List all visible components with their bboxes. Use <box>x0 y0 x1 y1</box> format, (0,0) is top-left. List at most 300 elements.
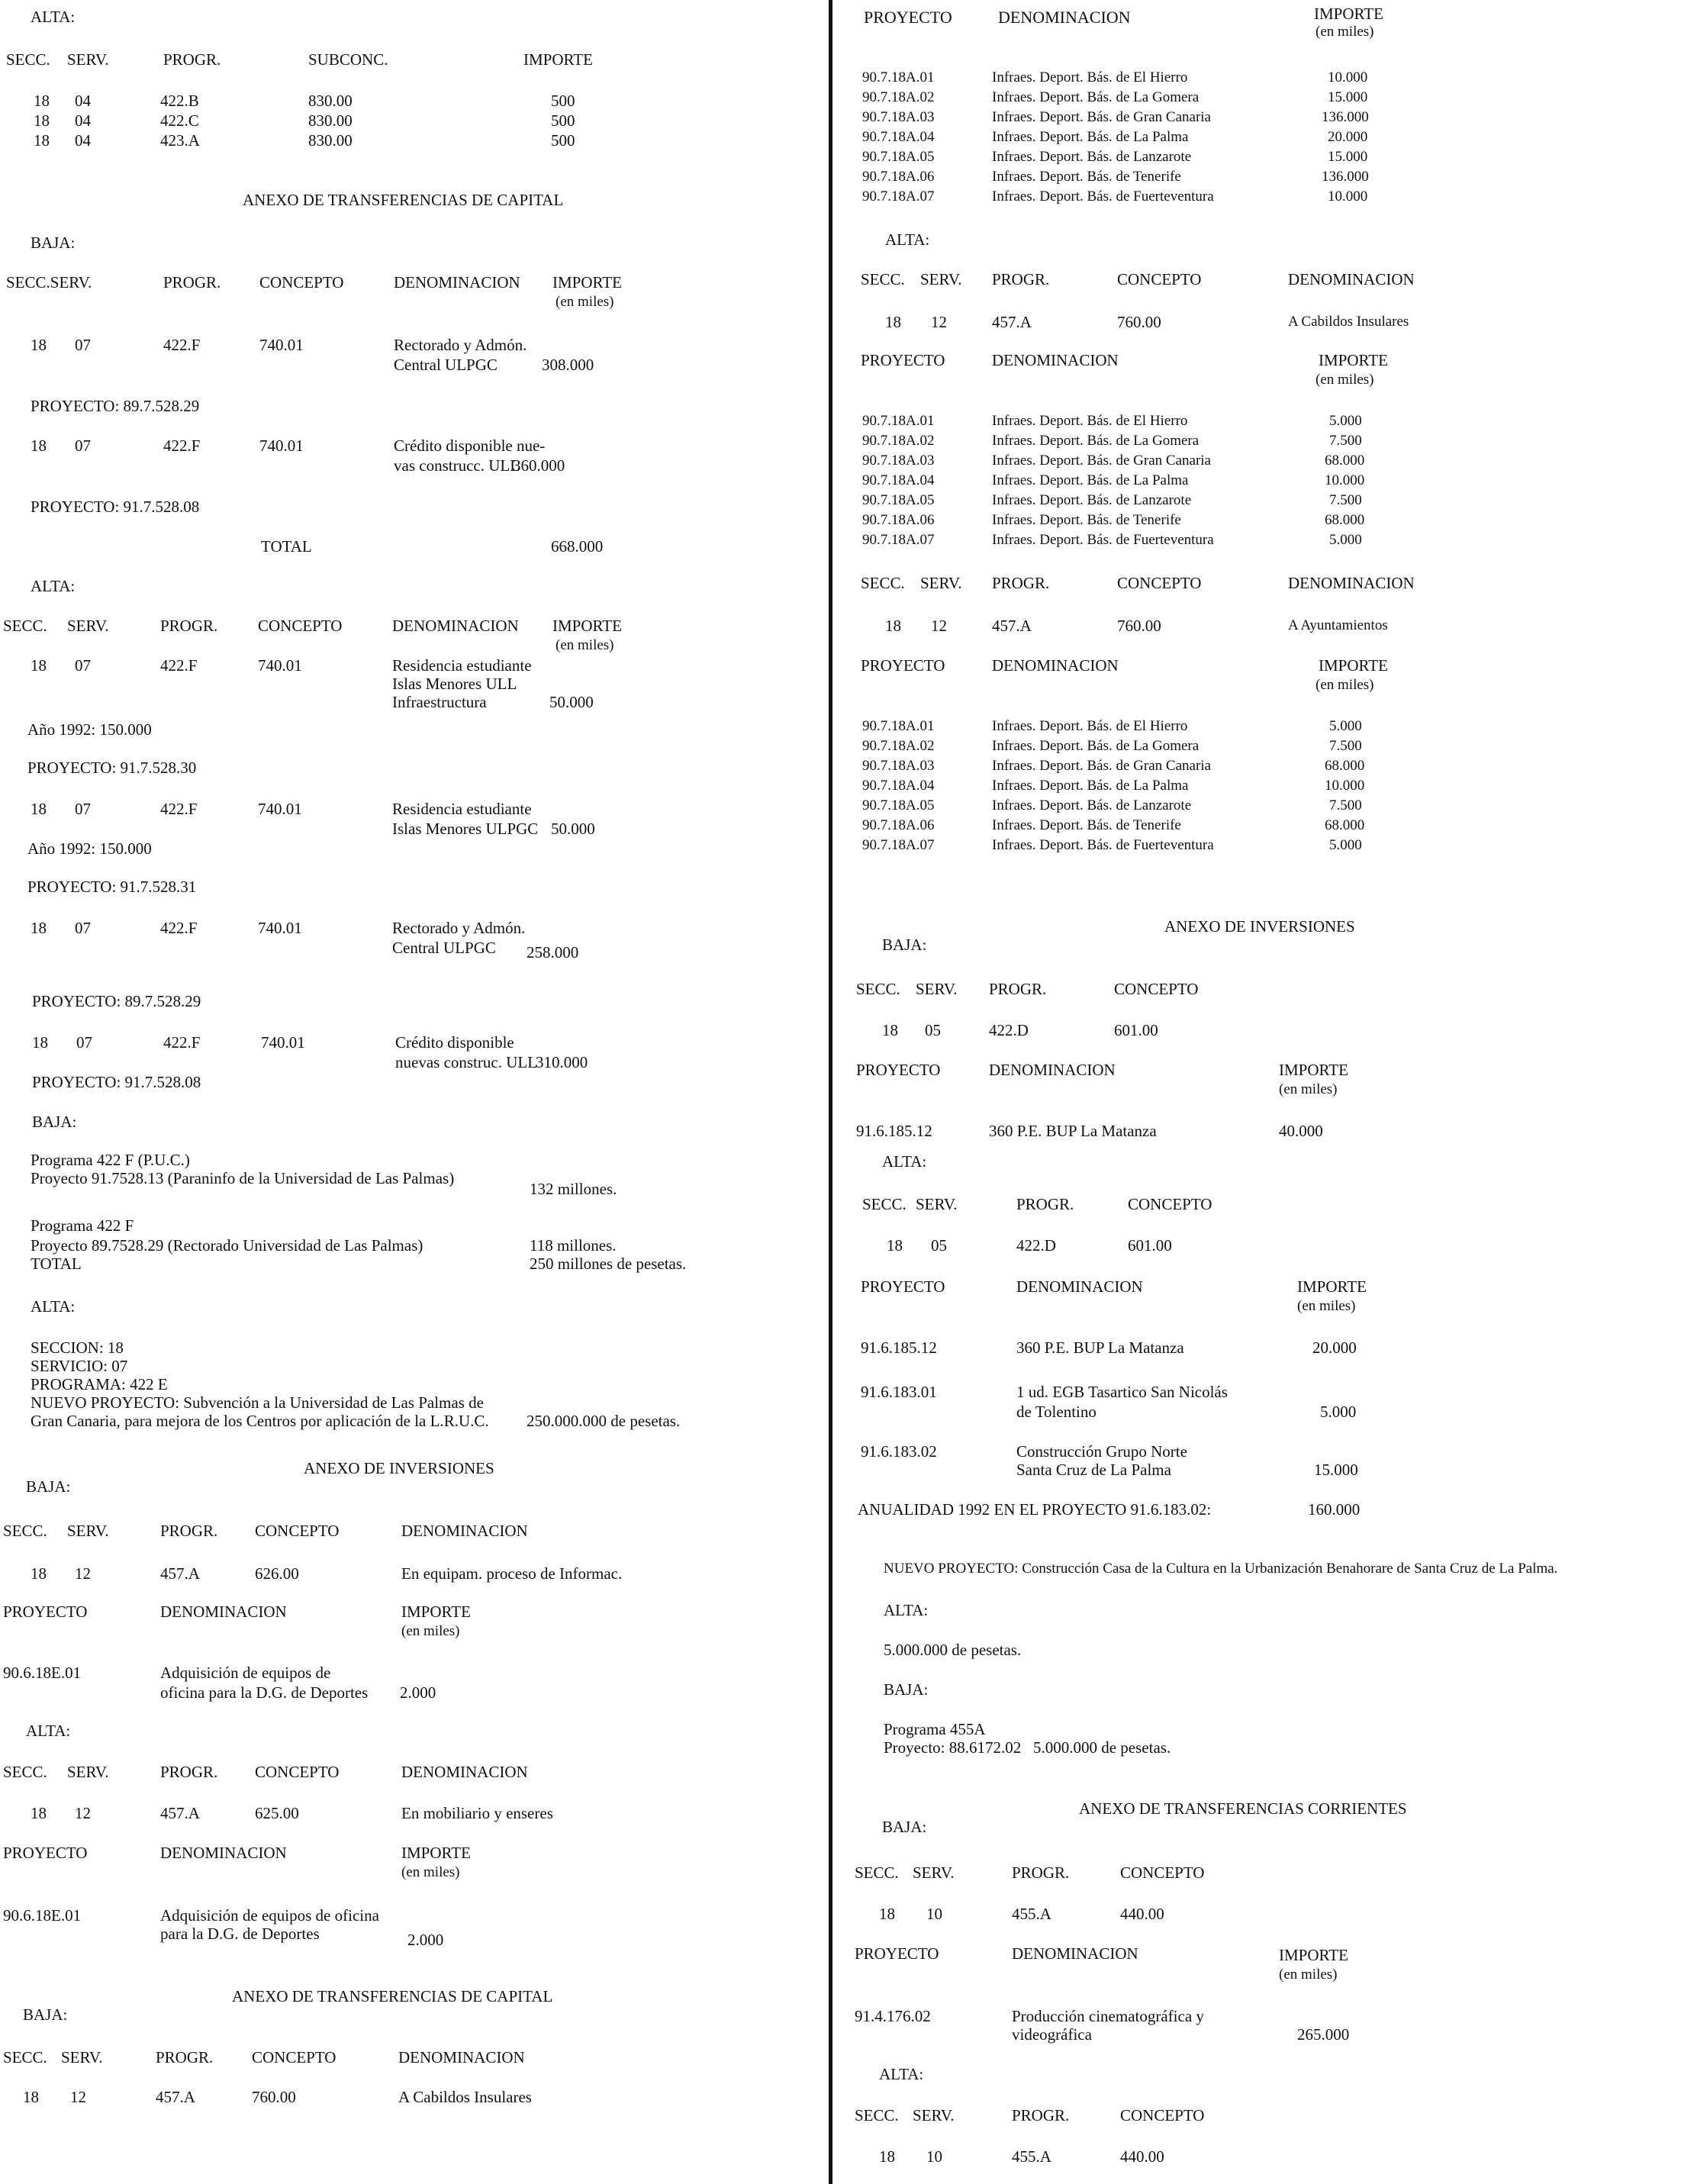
section-title: ANEXO DE TRANSFERENCIAS DE CAPITAL <box>243 191 564 209</box>
project-amount: 68.000 <box>1325 512 1365 528</box>
section-label: ALTA: <box>884 1601 929 1619</box>
col-header: IMPORTE <box>552 273 622 292</box>
cell: 07 <box>75 919 91 937</box>
cell: 740.01 <box>259 336 304 354</box>
cell: 830.00 <box>308 131 353 150</box>
col-header: SECC. <box>861 574 905 592</box>
col-header: CONCEPTO <box>1117 574 1202 592</box>
project-amount: 68.000 <box>1325 817 1365 833</box>
col-header: PROGR. <box>163 273 221 292</box>
cell: 07 <box>75 656 91 675</box>
cell: 18 <box>23 2088 39 2106</box>
cell: 18 <box>31 919 47 937</box>
cell: 07 <box>75 336 91 354</box>
col-header: SERV. <box>913 2106 955 2124</box>
col-header: CONCEPTO <box>1114 980 1199 998</box>
col-header: PROGR. <box>1016 1195 1074 1213</box>
cell: 04 <box>75 111 91 130</box>
project-code: 90.7.18A.06 <box>862 817 935 833</box>
text-line: Proyecto: 88.6172.02 5.000.000 de pesetas. <box>884 1738 1171 1757</box>
col-header: PROGR. <box>989 980 1047 998</box>
project-name: Infraes. Deport. Bás. de La Palma <box>992 778 1189 794</box>
cell: Central ULPGC <box>392 939 496 957</box>
text-line: 5.000.000 de pesetas. <box>884 1641 1022 1659</box>
cell: 440.00 <box>1120 2147 1164 2166</box>
project-line: PROYECTO: 91.7.528.08 <box>31 498 200 516</box>
project-code: 90.7.18A.04 <box>862 778 935 794</box>
col-header: PROYECTO <box>3 1844 88 1862</box>
cell: 360 P.E. BUP La Matanza <box>1016 1338 1184 1357</box>
cell: 5.000 <box>1320 1403 1357 1421</box>
project-name: Infraes. Deport. Bás. de Gran Canaria <box>992 758 1211 774</box>
project-name: Infraes. Deport. Bás. de Lanzarote <box>992 149 1192 165</box>
text-line: 250.000.000 de pesetas. <box>527 1412 681 1430</box>
project-code: 90.7.18A.07 <box>862 188 935 205</box>
cell: 91.6.185.12 <box>861 1338 937 1357</box>
project-amount: 136.000 <box>1322 109 1369 125</box>
cell: 500 <box>551 111 575 130</box>
cell: Producción cinematográfica y <box>1012 2007 1204 2025</box>
project-amount: 10.000 <box>1328 188 1368 205</box>
text-line: TOTAL <box>31 1255 82 1273</box>
col-header: SERV. <box>67 50 109 69</box>
cell: 90.6.18E.01 <box>3 1906 82 1925</box>
col-header: SERV. <box>916 1195 958 1213</box>
col-header: DENOMINACION <box>1016 1277 1143 1296</box>
cell: oficina para la D.G. de Deportes <box>160 1683 369 1702</box>
col-header: DENOMINACION <box>160 1603 287 1621</box>
cell: 18 <box>879 2147 895 2166</box>
col-header: SERV. <box>920 574 962 592</box>
cell: 422.F <box>160 800 198 818</box>
cell: 625.00 <box>255 1804 299 1822</box>
cell: 91.4.176.02 <box>855 2007 931 2025</box>
year-line: Año 1992: 150.000 <box>27 720 152 739</box>
project-amount: 10.000 <box>1325 472 1365 488</box>
col-header: PROYECTO <box>855 1944 939 1963</box>
cell: 601.00 <box>1128 1236 1172 1255</box>
project-code: 90.7.18A.02 <box>862 89 935 105</box>
col-header: PROYECTO <box>3 1603 88 1621</box>
col-header: DENOMINACION <box>394 273 520 292</box>
col-header: IMPORTE <box>1319 351 1388 369</box>
col-header: IMPORTE <box>552 617 622 635</box>
cell: 740.01 <box>258 656 302 675</box>
section-title: ANEXO DE TRANSFERENCIAS DE CAPITAL <box>232 1987 553 2005</box>
project-name: Infraes. Deport. Bás. de La Palma <box>992 472 1189 488</box>
cell: 18 <box>31 436 47 455</box>
cell: 12 <box>931 617 947 635</box>
project-name: Infraes. Deport. Bás. de Tenerife <box>992 169 1181 185</box>
cell: 760.00 <box>252 2088 296 2106</box>
col-header: IMPORTE <box>1297 1277 1367 1296</box>
cell: Santa Cruz de La Palma <box>1016 1461 1171 1479</box>
right-column <box>839 0 1679 2184</box>
cell: 07 <box>76 1033 92 1052</box>
cell: Rectorado y Admón. <box>394 336 527 354</box>
cell: 626.00 <box>255 1564 299 1583</box>
cell: 500 <box>551 131 575 150</box>
col-header: DENOMINACION <box>998 8 1131 27</box>
col-header: CONCEPTO <box>1120 1863 1205 1882</box>
cell: 760.00 <box>1117 617 1161 635</box>
col-header: SERV. <box>67 617 109 635</box>
project-amount: 7.500 <box>1329 433 1362 449</box>
project-amount: 15.000 <box>1328 89 1368 105</box>
project-name: Infraes. Deport. Bás. de Lanzarote <box>992 492 1192 508</box>
project-amount: 5.000 <box>1329 532 1362 548</box>
col-header: CONCEPTO <box>255 1522 340 1540</box>
cell: 40.000 <box>1279 1122 1323 1140</box>
col-header: PROGR. <box>992 574 1050 592</box>
section-title: ANEXO DE TRANSFERENCIAS CORRIENTES <box>1079 1799 1407 1818</box>
cell: 12 <box>75 1564 91 1583</box>
section-label: ALTA: <box>879 2065 924 2083</box>
cell: Islas Menores ULL <box>392 675 517 693</box>
cell: 1 ud. EGB Tasartico San Nicolás <box>1016 1383 1228 1401</box>
cell: 258.000 <box>527 943 579 962</box>
col-header: (en miles) <box>1279 1967 1338 1983</box>
col-header: IMPORTE <box>1319 656 1388 675</box>
section-label: ALTA: <box>26 1722 71 1740</box>
cell: 457.A <box>156 2088 195 2106</box>
cell: 830.00 <box>308 111 353 130</box>
text-line: 250 millones de pesetas. <box>530 1255 687 1273</box>
project-name: Infraes. Deport. Bás. de La Gomera <box>992 89 1200 105</box>
cell: 2.000 <box>407 1931 444 1949</box>
col-header: DENOMINACION <box>398 2048 525 2066</box>
project-code: 90.7.18A.01 <box>862 718 935 734</box>
text-line: Proyecto 91.7528.13 (Paraninfo de la Universidad de Las Palmas) <box>31 1169 455 1187</box>
col-header: CONCEPTO <box>1120 2106 1205 2124</box>
col-header: CONCEPTO <box>259 273 344 292</box>
cell: 91.6.183.01 <box>861 1383 937 1401</box>
text-line: Programa 422 F (P.U.C.) <box>31 1151 190 1169</box>
cell: de Tolentino <box>1016 1403 1097 1421</box>
col-header: (en miles) <box>1315 677 1374 693</box>
project-name: Infraes. Deport. Bás. de La Gomera <box>992 433 1200 449</box>
cell: 422.F <box>160 919 198 937</box>
col-header: PROYECTO <box>856 1061 941 1079</box>
col-header: IMPORTE <box>1314 5 1383 23</box>
cell: Islas Menores ULPGC <box>392 820 539 838</box>
project-name: Infraes. Deport. Bás. de Fuerteventura <box>992 837 1214 853</box>
col-header: CONCEPTO <box>1117 270 1202 288</box>
project-name: Infraes. Deport. Bás. de El Hierro <box>992 69 1188 85</box>
project-amount: 20.000 <box>1328 129 1368 145</box>
cell: 360 P.E. BUP La Matanza <box>989 1122 1157 1140</box>
cell: 18 <box>32 1033 48 1052</box>
section-title: ANEXO DE INVERSIONES <box>304 1459 494 1477</box>
col-header: SECC.SERV. <box>6 273 92 292</box>
col-header: DENOMINACION <box>1288 574 1415 592</box>
cell: Adquisición de equipos de <box>160 1664 331 1682</box>
project-amount: 136.000 <box>1322 169 1369 185</box>
col-header: PROGR. <box>160 617 218 635</box>
cell: 18 <box>31 1564 47 1583</box>
cell: 360.000 <box>513 456 565 475</box>
cell: A Cabildos Insulares <box>398 2088 532 2106</box>
project-code: 90.7.18A.01 <box>862 69 935 85</box>
col-header: DENOMINACION <box>392 617 519 635</box>
project-code: 90.7.18A.03 <box>862 453 935 469</box>
cell: Rectorado y Admón. <box>392 919 526 937</box>
col-header: SERV. <box>913 1863 955 1882</box>
project-amount: 5.000 <box>1329 837 1362 853</box>
column-divider <box>829 0 832 2184</box>
cell: 18 <box>31 656 47 675</box>
col-header: PROGR. <box>1012 1863 1070 1882</box>
col-header: IMPORTE <box>523 50 593 69</box>
text-line: Programa 422 F <box>31 1216 134 1235</box>
cell: 455.A <box>1012 2147 1051 2166</box>
col-header: DENOMINACION <box>1288 270 1415 288</box>
text-line: NUEVO PROYECTO: Construcción Casa de la Cultura en la Urbanización Benahorare de Santa Cruz de La Palma. <box>884 1561 1558 1577</box>
cell: Residencia estudiante <box>392 800 532 818</box>
cell: 423.A <box>160 131 200 150</box>
section-label: ALTA: <box>885 230 930 249</box>
col-header: SERV. <box>67 1522 109 1540</box>
cell: 455.A <box>1012 1905 1051 1923</box>
cell: 18 <box>885 313 901 331</box>
cell: 740.01 <box>259 436 304 455</box>
col-header: (en miles) <box>1297 1298 1356 1314</box>
project-code: 90.7.18A.07 <box>862 837 935 853</box>
cell: 457.A <box>160 1804 200 1822</box>
col-header: DENOMINACION <box>989 1061 1116 1079</box>
col-header: PROYECTO <box>861 1277 945 1296</box>
col-header: SECC. <box>862 1195 907 1213</box>
text-line: NUEVO PROYECTO: Subvención a la Universidad de Las Palmas de <box>31 1393 484 1412</box>
project-code: 90.7.18A.01 <box>862 413 935 429</box>
text-line: SECCION: 18 <box>31 1338 124 1357</box>
col-header: PROYECTO <box>861 351 945 369</box>
cell: 18 <box>34 111 50 130</box>
section-label: ALTA: <box>31 8 76 26</box>
project-amount: 5.000 <box>1329 718 1362 734</box>
col-header: (en miles) <box>556 294 614 310</box>
col-header: PROGR. <box>160 1522 218 1540</box>
cell: 2.000 <box>400 1683 436 1702</box>
cell: En mobiliario y enseres <box>401 1804 553 1822</box>
cell: 18 <box>34 92 50 110</box>
text-line: 118 millones. <box>530 1236 617 1255</box>
col-header: DENOMINACION <box>992 656 1119 675</box>
cell: 457.A <box>992 313 1032 331</box>
cell: 05 <box>931 1236 947 1255</box>
cell: 457.A <box>160 1564 200 1583</box>
text-line: 160.000 <box>1308 1500 1361 1519</box>
cell: En equipam. proceso de Informac. <box>401 1564 623 1583</box>
section-label: BAJA: <box>31 234 76 252</box>
project-line: PROYECTO: 91.7.528.30 <box>27 759 197 777</box>
col-header: (en miles) <box>1279 1081 1338 1097</box>
project-line: PROYECTO: 89.7.528.29 <box>31 397 200 415</box>
project-line: PROYECTO: 91.7.528.31 <box>27 878 197 896</box>
total-value: 668.000 <box>551 537 604 556</box>
cell: Crédito disponible nue- <box>394 436 546 455</box>
cell: 422.F <box>163 436 201 455</box>
project-code: 90.7.18A.04 <box>862 129 935 145</box>
section-label: BAJA: <box>884 1680 929 1699</box>
col-header: CONCEPTO <box>252 2048 337 2066</box>
text-line: 132 millones. <box>530 1180 617 1198</box>
col-header: SECC. <box>3 2048 47 2066</box>
section-title: ANEXO DE INVERSIONES <box>1164 917 1355 936</box>
cell: 422.D <box>989 1021 1029 1039</box>
col-header: IMPORTE <box>1279 1946 1348 1964</box>
project-code: 90.7.18A.05 <box>862 797 935 813</box>
cell: A Cabildos Insulares <box>1288 314 1409 330</box>
cell: 12 <box>75 1804 91 1822</box>
project-amount: 68.000 <box>1325 453 1365 469</box>
project-name: Infraes. Deport. Bás. de Lanzarote <box>992 797 1192 813</box>
col-header: PROYECTO <box>864 8 952 27</box>
project-code: 90.7.18A.02 <box>862 738 935 754</box>
project-name: Infraes. Deport. Bás. de La Palma <box>992 129 1189 145</box>
col-header: DENOMINACION <box>401 1522 528 1540</box>
cell: 15.000 <box>1314 1461 1358 1479</box>
col-header: PROGR. <box>992 270 1050 288</box>
cell: 12 <box>70 2088 86 2106</box>
cell: 740.01 <box>258 800 302 818</box>
cell: 601.00 <box>1114 1021 1158 1039</box>
col-header: PROYECTO <box>861 656 945 675</box>
col-header: SECC. <box>6 50 50 69</box>
cell: 50.000 <box>549 693 594 711</box>
col-header: SECC. <box>855 2106 899 2124</box>
project-name: Infraes. Deport. Bás. de Fuerteventura <box>992 532 1214 548</box>
project-code: 90.7.18A.02 <box>862 433 935 449</box>
col-header: SUBCONC. <box>308 50 388 69</box>
col-header: SECC. <box>3 1522 47 1540</box>
col-header: SERV. <box>61 2048 103 2066</box>
project-line: PROYECTO: 89.7.528.29 <box>32 992 201 1010</box>
section-label: BAJA: <box>882 936 927 954</box>
col-header: SECC. <box>855 1863 899 1882</box>
col-header: IMPORTE <box>401 1844 471 1862</box>
cell: 05 <box>925 1021 941 1039</box>
cell: A Ayuntamientos <box>1288 617 1388 633</box>
col-header: SERV. <box>67 1763 109 1781</box>
section-label: BAJA: <box>26 1477 71 1496</box>
project-amount: 10.000 <box>1325 778 1365 794</box>
cell: 308.000 <box>542 356 594 374</box>
cell: 18 <box>879 1905 895 1923</box>
project-code: 90.7.18A.07 <box>862 532 935 548</box>
cell: 18 <box>882 1021 898 1039</box>
col-header: IMPORTE <box>401 1603 471 1621</box>
project-code: 90.7.18A.06 <box>862 512 935 528</box>
project-code: 90.7.18A.05 <box>862 149 935 165</box>
project-name: Infraes. Deport. Bás. de El Hierro <box>992 413 1188 429</box>
project-name: Infraes. Deport. Bás. de Tenerife <box>992 512 1181 528</box>
section-label: BAJA: <box>23 2005 68 2024</box>
cell: Infraestructura <box>392 693 487 711</box>
cell: 18 <box>887 1236 903 1255</box>
col-header: (en miles) <box>401 1864 460 1880</box>
cell: 265.000 <box>1297 2025 1350 2044</box>
col-header: IMPORTE <box>1279 1061 1348 1079</box>
col-header: PROGR. <box>163 50 221 69</box>
cell: 18 <box>31 1804 47 1822</box>
col-header: SECC. <box>3 617 47 635</box>
text-line: SERVICIO: 07 <box>31 1357 128 1375</box>
project-amount: 10.000 <box>1328 69 1368 85</box>
section-label: BAJA: <box>882 1818 927 1836</box>
col-header: (en miles) <box>401 1623 460 1639</box>
cell: 457.A <box>992 617 1032 635</box>
project-amount: 68.000 <box>1325 758 1365 774</box>
cell: 740.01 <box>258 919 302 937</box>
left-column <box>0 0 824 2184</box>
text-line: Gran Canaria, para mejora de los Centros por aplicación de la L.R.U.C. <box>31 1412 489 1430</box>
col-header: (en miles) <box>1315 24 1374 40</box>
year-line: Año 1992: 150.000 <box>27 839 152 858</box>
cell: vas construcc. ULL <box>394 456 520 475</box>
cell: 04 <box>75 131 91 150</box>
cell: videográfica <box>1012 2025 1092 2044</box>
col-header: SERV. <box>920 270 962 288</box>
cell: 500 <box>551 92 575 110</box>
col-header: (en miles) <box>556 637 614 653</box>
project-code: 90.7.18A.03 <box>862 109 935 125</box>
cell: nuevas construc. ULL <box>395 1053 538 1071</box>
cell: Central ULPGC <box>394 356 498 374</box>
cell: 422.C <box>160 111 199 130</box>
cell: 20.000 <box>1312 1338 1357 1357</box>
col-header: (en miles) <box>1315 372 1374 388</box>
cell: Residencia estudiante <box>392 656 532 675</box>
cell: 10 <box>926 2147 942 2166</box>
project-name: Infraes. Deport. Bás. de La Gomera <box>992 738 1200 754</box>
col-header: DENOMINACION <box>160 1844 287 1862</box>
cell: Crédito disponible <box>395 1033 514 1052</box>
col-header: DENOMINACION <box>992 351 1119 369</box>
cell: 422.F <box>163 1033 201 1052</box>
cell: 422.F <box>160 656 198 675</box>
cell: 422.B <box>160 92 199 110</box>
project-amount: 7.500 <box>1329 492 1362 508</box>
cell: 91.6.185.12 <box>856 1122 932 1140</box>
cell: Adquisición de equipos de oficina <box>160 1906 379 1925</box>
col-header: PROGR. <box>160 1763 218 1781</box>
cell: 310.000 <box>536 1053 588 1071</box>
project-line: PROYECTO: 91.7.528.08 <box>32 1073 201 1091</box>
col-header: SECC. <box>856 980 900 998</box>
cell: para la D.G. de Deportes <box>160 1925 320 1943</box>
text-line: Proyecto 89.7528.29 (Rectorado Universidad de Las Palmas) <box>31 1236 423 1255</box>
cell: 07 <box>75 436 91 455</box>
project-code: 90.7.18A.05 <box>862 492 935 508</box>
cell: 12 <box>931 313 947 331</box>
cell: Construcción Grupo Norte <box>1016 1442 1187 1461</box>
cell: 07 <box>75 800 91 818</box>
project-amount: 7.500 <box>1329 738 1362 754</box>
project-name: Infraes. Deport. Bás. de Gran Canaria <box>992 453 1211 469</box>
cell: 50.000 <box>551 820 595 838</box>
cell: 422.D <box>1016 1236 1056 1255</box>
col-header: PROGR. <box>1012 2106 1070 2124</box>
section-label: ALTA: <box>31 577 76 595</box>
section-label: BAJA: <box>32 1113 77 1131</box>
cell: 04 <box>75 92 91 110</box>
cell: 18 <box>34 131 50 150</box>
project-name: Infraes. Deport. Bás. de Tenerife <box>992 817 1181 833</box>
cell: 18 <box>885 617 901 635</box>
cell: 760.00 <box>1117 313 1161 331</box>
project-code: 90.7.18A.04 <box>862 472 935 488</box>
